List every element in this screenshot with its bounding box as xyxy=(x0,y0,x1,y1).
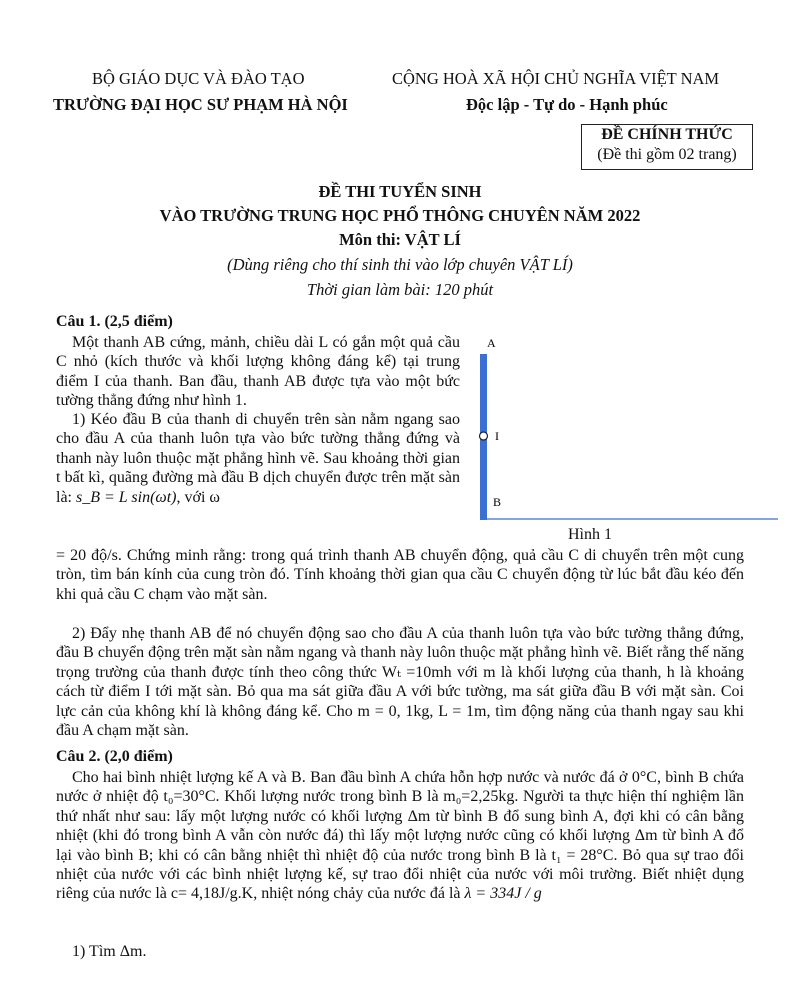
question-1-heading: Câu 1. (2,5 điểm) xyxy=(56,313,173,330)
label-i: I xyxy=(495,429,499,443)
figure-1-diagram xyxy=(470,330,800,560)
distance-formula: s_B = L sin(ωt) xyxy=(76,488,177,506)
question-1-part1-text xyxy=(56,410,460,507)
label-b: B xyxy=(493,495,502,509)
exam-title: ĐỀ THI TUYỂN SINH xyxy=(318,182,482,201)
ball-c xyxy=(480,432,488,440)
part1-text-a: 1) Kéo đầu B của thanh di chuyển trên sàn nằm ngang sao cho đầu A của thanh luôn tựa vào bức tường thẳng đứng và thanh này luôn thuộc mặt phẳng hình vẽ. Sau khoảng thời gian t bất kì, quãng đường mà đầu B dịch chuyển được trên mặt sàn là: xyxy=(56,411,460,506)
question-2-heading: Câu 2. (2,0 điểm) xyxy=(56,748,173,765)
question-1-part2-text: 2) Đẩy nhẹ thanh AB để nó chuyển động sao cho đầu A của thanh luôn tựa vào bức tường thẳng đứng, đầu B chuyển động trên mặt sàn nằm ngang và thanh này luôn thuộc mặt phẳng hình vẽ. Biết rằng thế năng trọng trường của thanh được tính theo công thức Wₜ =10mh với m là khối lượng của thanh, h là khoảng cách từ điểm I tới mặt sàn. Bỏ qua ma sát giữa đầu A với bức tường, ma sát giữa đầu B với mặt sàn. Coi lực cản của không khí là không đáng kể. Cho m = 0, 1kg, L = 1m, tìm động năng của thanh ngay sau khi đầu A chạm mặt sàn. xyxy=(56,625,744,740)
question-2-body: Cho hai bình nhiệt lượng kế A và B. Ban đầu bình A chứa hỗn hợp nước và nước đá ở 0°C, bình B chứa nước ở nhiệt độ t₀=30°C. Khối lượng nước trong bình B là m₀=2,25kg. Người ta thực hiện thí nghiệm lần thứ nhất như sau: lấy một lượng nước có khối lượng Δm từ bình B đổ sung bình A, đợi khi có cân bằng nhiệt (khi đó trong bình A vẫn còn nước đá) thì lấy một lượng nước cũng có khối lượng Δm từ bình A đổ lại vào bình B; khi có cân bằng nhiệt thì nhiệt độ của nước trong bình B là t₁ = 28°C. Bỏ qua sự trao đổi nhiệt của nước với các bình nhiệt lượng kế, sự trao đổi nhiệt của nước với môi trường. Biết nhiệt dụng riêng của nước là c= 4,18J/g.K, nhiệt nóng chảy của nước đá là xyxy=(56,769,744,903)
exam-subject: Môn thi: VẬT LÍ xyxy=(339,230,461,249)
official-exam-box xyxy=(581,124,753,170)
official-label: ĐỀ CHÍNH THỨC xyxy=(601,126,733,143)
exam-note: (Dùng riêng cho thí sinh thi vào lớp chuyên VẬT LÍ) xyxy=(227,255,573,274)
label-a: A xyxy=(487,336,496,350)
figure-caption: Hình 1 xyxy=(568,526,612,543)
national-motto: Độc lập - Tự do - Hạnh phúc xyxy=(466,95,668,114)
question-2-part1: 1) Tìm Δm. xyxy=(72,943,147,960)
question-1-intro: Một thanh AB cứng, mảnh, chiều dài L có gắn một quả cầu C nhỏ (kích thước và khối lượng không đáng kể) tại trung điểm I của thanh. Ban đầu, thanh AB được tựa vào một bức tường thẳng đứng như hình 1. xyxy=(56,334,460,410)
university-name: TRƯỜNG ĐẠI HỌC SƯ PHẠM HÀ NỘI xyxy=(53,95,348,114)
exam-time: Thời gian làm bài: 120 phút xyxy=(306,280,494,299)
question-1-part1-continued: = 20 độ/s. Chứng minh rằng: trong quá trình thanh AB chuyển động, quả cầu C di chuyển trên một cung tròn, tìm bán kính của cung tròn đó. Tính khoảng thời gian qua cầu C chuyển động từ lúc bắt đầu kéo đến khi quả cầu C chạm vào mặt sàn. xyxy=(56,547,744,603)
page-count: (Đề thi gồm 02 trang) xyxy=(597,146,737,163)
question-2-text xyxy=(56,768,744,904)
latent-heat-formula: λ = 334J / g xyxy=(464,885,542,903)
republic-name: CỘNG HOÀ XÃ HỘI CHỦ NGHĨA VIỆT NAM xyxy=(392,69,720,88)
ministry-name: BỘ GIÁO DỤC VÀ ĐÀO TẠO xyxy=(92,69,305,88)
part1-text-b: , với ω xyxy=(176,488,220,506)
exam-subtitle: VÀO TRƯỜNG TRUNG HỌC PHỔ THÔNG CHUYÊN NĂM 2022 xyxy=(159,206,641,225)
